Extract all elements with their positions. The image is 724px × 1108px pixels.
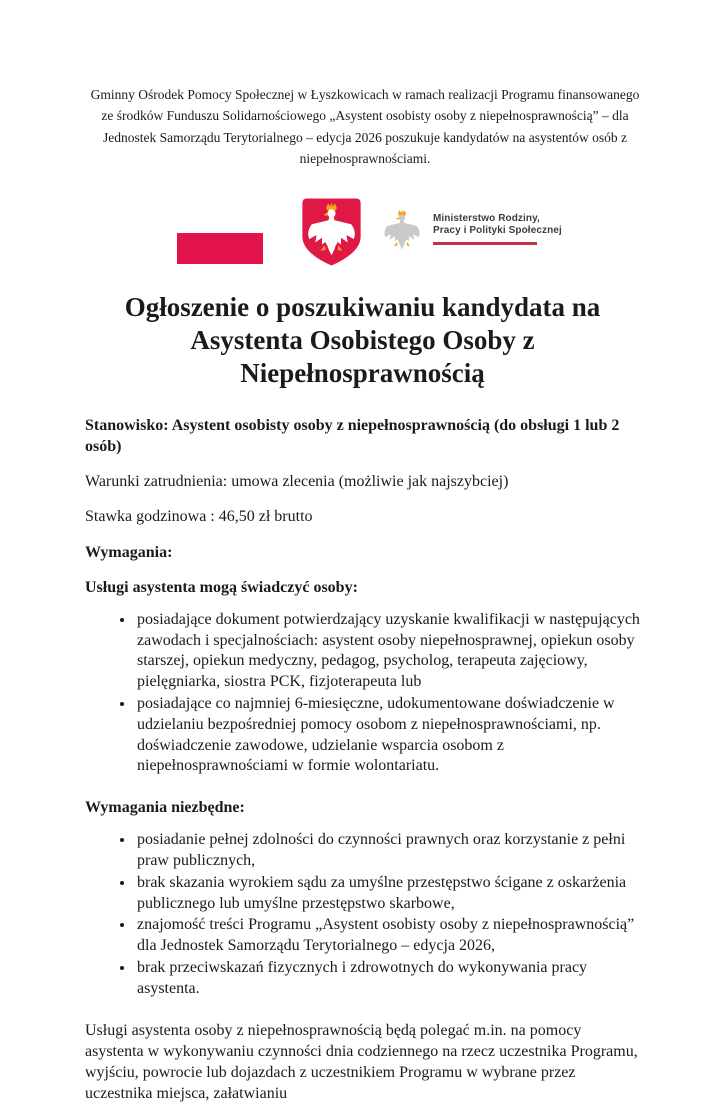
requirements-heading: Wymagania: — [85, 543, 173, 561]
eligible-heading: Usługi asystenta mogą świadczyć osoby: — [85, 578, 358, 596]
ministry-name-line1: Ministerstwo Rodziny, — [433, 213, 540, 225]
eligible-list — [85, 610, 640, 777]
logos-row — [85, 197, 640, 269]
bullet-item: • posiadające dokument potwierdzający uzyskanie kwalifikacji w następujących zawodach i specjalnościach: asystent osoby niepełnosprawnej, opiekun osoby starszej, opiekun medyczny, pedagog, psycholog, terapeuta zajęciowy, pielęgniarka, siostra PCK, fizjoterapeuta lub — [135, 610, 640, 693]
position-line: Stanowisko: Asystent osobisty osoby z niepełnosprawnością (do obsługi 1 lub 2 osób) — [85, 417, 620, 456]
poland-flag-icon — [177, 202, 263, 264]
intro-paragraph: Gminny Ośrodek Pomocy Społecznej w Łyszkowicach w ramach realizacji Programu finansowanego ze środków Funduszu Solidarnościowego „Asystent osobisty osoby z niepełnosprawnością” – dla Jednostek Samorządu Terytorialnego – edycja 2026 poszukuje kandydatów na asystentów osób z niepełnosprawnościami. — [90, 87, 640, 166]
bullet-item: • brak przeciwskazań fizycznych i zdrowotnych do wykonywania pracy asystenta. — [135, 958, 640, 1000]
ministry-name — [433, 213, 562, 237]
rate-line: Stawka godzinowa : 46,50 zł brutto — [85, 508, 313, 526]
page-title: Ogłoszenie o poszukiwaniu kandydata na Asystenta Osobistego Osoby z Niepełnosprawnością — [124, 292, 601, 389]
flag-red-stripe — [177, 233, 263, 264]
bullet-item: • brak skazania wyrokiem sądu za umyślne przestępstwo ścigane z oskarżenia publicznego lub umyślne przestępstwo skarbowe, — [135, 873, 640, 915]
flag-white-stripe — [177, 202, 263, 233]
ministry-text-block — [433, 213, 562, 245]
bullet-item: • posiadające co najmniej 6-miesięczne, udokumentowane doświadczenie w udzielaniu bezpośredniej pomocy osobom z niepełnosprawnościami, np. doświadczenie zawodowe, udzielanie wsparcia osobom z niepełnosprawnościami w formie wolontariatu. — [135, 694, 640, 777]
employment-line: Warunki zatrudnienia: umowa zlecenia (możliwie jak najszybciej) — [85, 473, 509, 491]
essential-heading: Wymagania niezbędne: — [85, 799, 245, 817]
document-page — [0, 84, 724, 1108]
ministry-underline — [433, 242, 537, 245]
essential-list — [85, 830, 640, 999]
closing-paragraph: Usługi asystenta osoby z niepełnosprawnością będą polegać m.in. na pomocy asystenta w wykonywaniu czynności dnia codziennego na rzecz uczestnika Programu, wyjściu, powrocie lub dojazdach z uczestnikiem Programu w wybrane przez uczestnika miejsca, załatwianiu — [85, 1021, 638, 1102]
bullet-item: • znajomość treści Programu „Asystent osobisty osoby z niepełnosprawnością” dla Jednostek Samorządu Terytorialnego – edycja 2026, — [135, 915, 640, 957]
ministry-logo — [379, 206, 562, 251]
ministry-eagle-icon — [379, 206, 425, 251]
bullet-item: • posiadanie pełnej zdolności do czynności prawnych oraz korzystanie z pełni praw publicznych, — [135, 830, 640, 872]
poland-coat-of-arms-icon — [301, 197, 362, 267]
ministry-name-line2: Pracy i Polityki Społecznej — [433, 224, 562, 236]
